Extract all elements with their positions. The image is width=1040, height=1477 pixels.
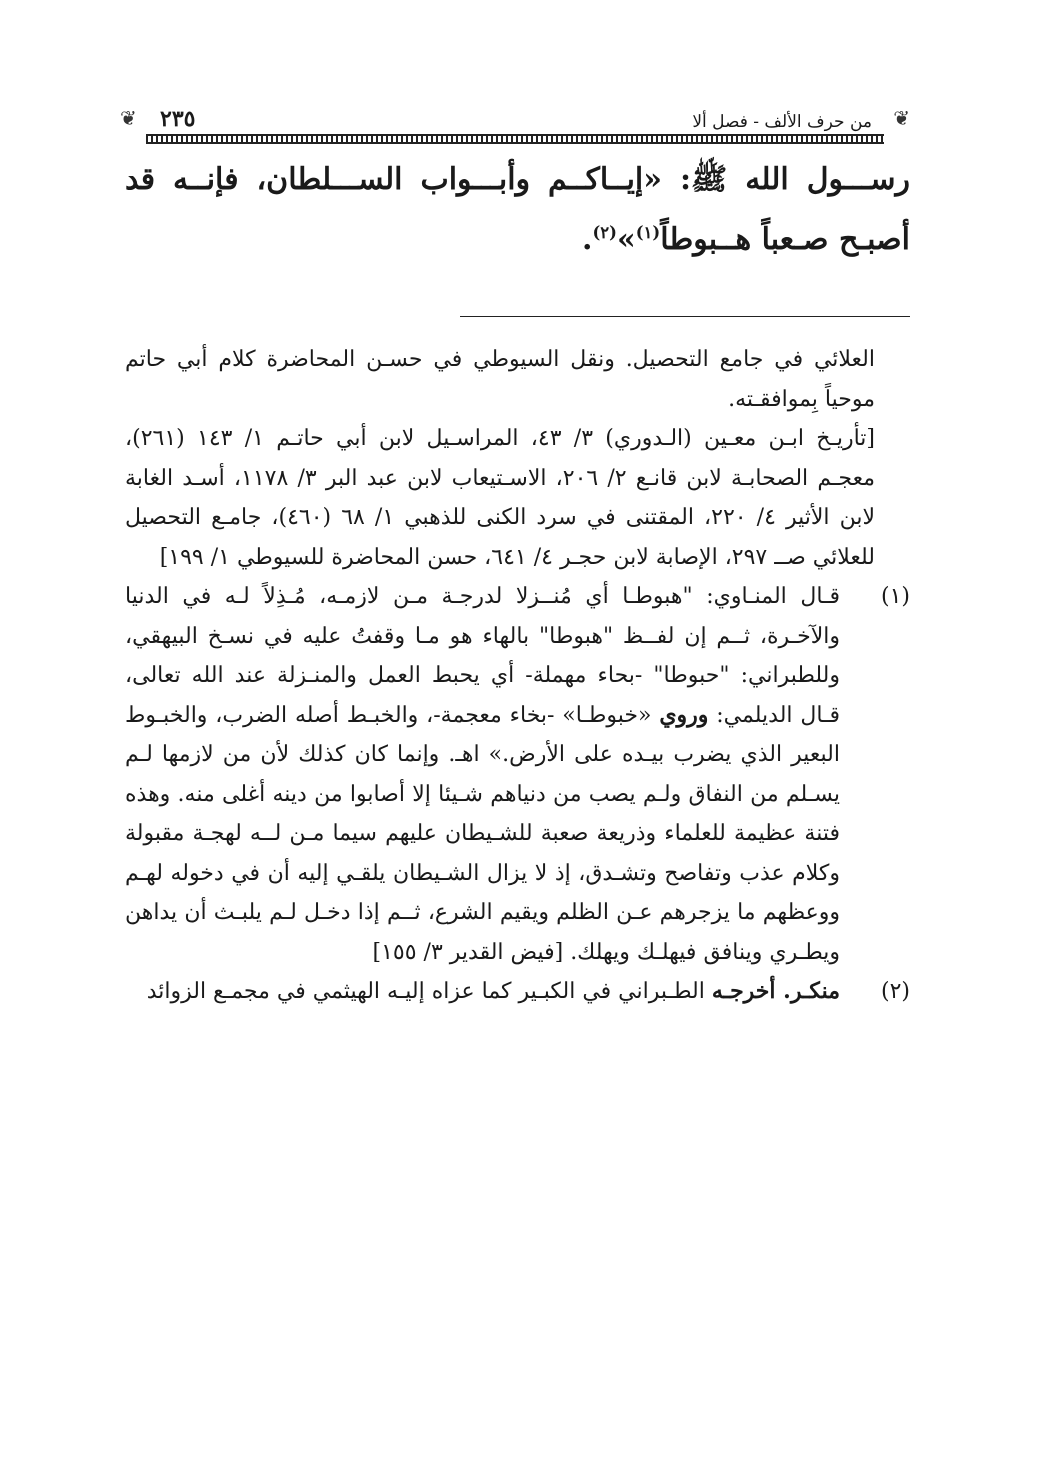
hadith-intro: رســـول الله ﷺ: [662, 162, 910, 197]
footnote-number: (٢) [880, 979, 910, 1004]
footnote-2 [125, 972, 910, 1012]
footnote-text: قـال المنـاوي: "هبوطـا أي مُنــزلا لدرجـة مـن لازمـه، مُـذِلاً لـه في الدنيا والآخـرة، ثــم إن لفــظ "هبوطا" بالهاء هو مـا وقفتُ عليه في نسـخ البيهقي، وللطبراني: "حبوطا" -بحاء مهملة- أي يحبط العمل والمنـزلة عند الله تعالى، قـال الديلمي: [125, 584, 841, 728]
footnote-references: [تأريـخ ابـن معـين (الـدوري) ٣/ ٤٣، المراسـيل لابن أبي حاتـم ١/ ١٤٣ (٢٦١)، معجـم الصحابـة لابن قانـع ٢/ ٢٠٦، الاسـتيعاب لابن عبد البر ٣/ ١١٧٨، أسـد الغابة لابن الأثير ٤/ ٢٢٠، المقتنى في سرد الكنى للذهبي ١/ ٦٨ (٤٦٠)، جامـع التحصيل للعلائي صــ ٢٩٧، الإصابة لابن حجـر ٤/ ٦٤١، حسن المحاضرة للسيوطي ١/ ١٩٩] [125, 426, 876, 570]
sentence-end: . [581, 222, 593, 257]
footnote-ref: (٢) [592, 223, 617, 242]
footnote-ref: (١) [635, 223, 661, 242]
hadith-quote: «إيــاكــم وأبـــواب الســـلطان، فإنــه قد أصبـح صـعباً هــبوطاً [125, 162, 910, 257]
ornament-icon: ❦ [893, 106, 910, 130]
footnote-text-bold: وروي [659, 701, 709, 728]
footnote-text: «خبوطـا» -بخاء معجمة-، والخبـط أصله الضرب، والخبـوط البعير الذي يضرب بيـده على الأرض.» اهـ. وإنما كان كذلك لأن من لازمها لـم يسـلم من النفاق ولـم يصب من دنياهم شـيئا إلا أصابوا من دينه أغلى منه. وهذه فتنة عظيمة للعلماء وذريعة صعبة للشـيطان عليهم سيما مـن لــه لهجـة مقبولة وكلام عذب وتفاصح وتشـدق، إذ لا يزال الشـيطان يلقـي إليه أن في دخوله لهـم ووعظهم ما يزجرهم عـن الظلم ويقيم الشرع، ثــم إذا دخـل لـم يلبـث أن يداهن ويطـري وينافق فيهلـك ويهلك. [فيض القدير ٣/ ١٥٥] [125, 702, 840, 965]
footnote-text-bold: منكـر. أخرجـه [711, 978, 840, 1004]
header-rule [146, 134, 884, 144]
footnote-1 [125, 577, 910, 972]
quote-close: » [616, 222, 636, 257]
page-header [120, 100, 910, 146]
ornament-icon: ❦ [120, 106, 137, 130]
hadith-text [125, 150, 910, 270]
footnote-text: الطـبراني في الكبـير كما عزاه إليـه الهيثمي في مجمـع الزوائد [146, 979, 712, 1004]
footnote-continuation: العلائي في جامع التحصيل. ونقل السيوطي في حسـن المحاضرة كلام أبي حاتم موحياً بِموافقـته. [125, 347, 875, 412]
running-title: من حرف الألف - فصل ألا [692, 112, 872, 132]
footnotes [125, 340, 910, 1012]
page-number: ٢٣٥ [160, 106, 196, 132]
footnote-number: (١) [880, 584, 910, 609]
footnote-separator [460, 316, 910, 317]
